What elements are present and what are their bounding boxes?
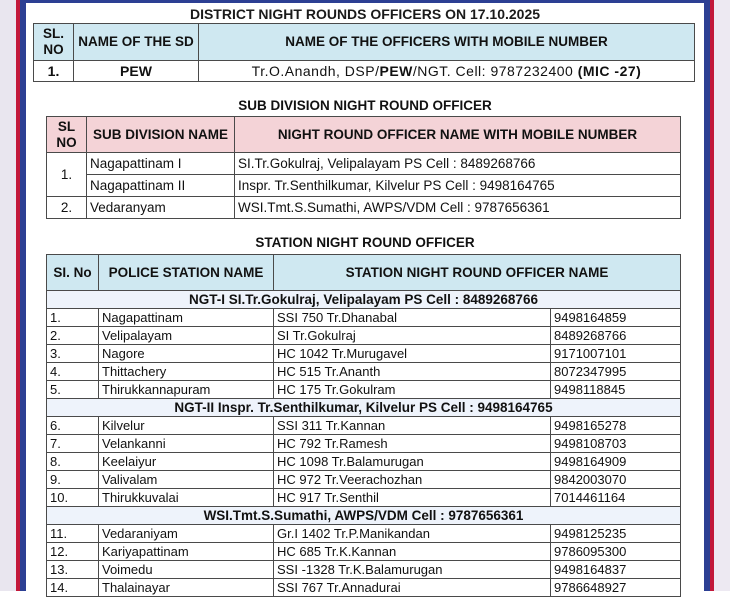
station-table	[46, 254, 681, 597]
officer-name: HC 175 Tr.Gokulram	[274, 381, 551, 399]
cell-number: 7014461164	[551, 489, 681, 507]
subdivision-table	[46, 116, 681, 219]
officer-name: HC 917 Tr.Senthil	[274, 489, 551, 507]
table-row	[47, 435, 681, 453]
cell-number: 9498108703	[551, 435, 681, 453]
table-row	[47, 363, 681, 381]
col-officers-header: NAME OF THE OFFICERS WITH MOBILE NUMBER	[199, 24, 695, 61]
officer-cell: SI.Tr.Gokulraj, Velipalayam PS Cell : 8489268766	[235, 153, 681, 175]
officer-name: HC 515 Tr.Ananth	[274, 363, 551, 381]
station-name: Thittachery	[99, 363, 274, 381]
sl-cell: 5.	[47, 381, 99, 399]
sl-cell: 7.	[47, 435, 99, 453]
table-row	[47, 197, 681, 219]
table-row	[47, 309, 681, 327]
table-row	[47, 417, 681, 435]
station-name: Valivalam	[99, 471, 274, 489]
page-border-left	[0, 0, 26, 591]
group-header-row	[47, 291, 681, 309]
sl-cell: 13.	[47, 561, 99, 579]
table-row	[47, 153, 681, 175]
officer-cell	[199, 61, 695, 82]
station-name: Velankanni	[99, 435, 274, 453]
col-sl-header: SL NO	[47, 117, 87, 153]
group-header-row	[47, 507, 681, 525]
group-header: NGT-II Inspr. Tr.Senthilkumar, Kilvelur PS Cell : 9498164765	[47, 399, 681, 417]
sl-cell: 1.	[47, 153, 87, 197]
col-officer-header: STATION NIGHT ROUND OFFICER NAME	[274, 255, 681, 291]
cell-number: 9842003070	[551, 471, 681, 489]
group-header: NGT-I SI.Tr.Gokulraj, Velipalayam PS Cell : 8489268766	[47, 291, 681, 309]
table-row	[47, 175, 681, 197]
officer-cell: Inspr. Tr.Senthilkumar, Kilvelur PS Cell : 9498164765	[235, 175, 681, 197]
mic-label: (MIC -27)	[577, 63, 642, 79]
officer-prefix: Tr.O.Anandh, DSP/	[251, 63, 380, 79]
station-name: Nagore	[99, 345, 274, 363]
table-row	[47, 471, 681, 489]
table-header-row	[47, 117, 681, 153]
officer-suffix: /NGT. Cell: 9787232400	[412, 63, 578, 79]
col-sd-header: NAME OF THE SD	[74, 24, 199, 61]
group-header: WSI.Tmt.S.Sumathi, AWPS/VDM Cell : 9787656361	[47, 507, 681, 525]
station-name: Kariyapattinam	[99, 543, 274, 561]
sl-cell: 2.	[47, 327, 99, 345]
group-header-row	[47, 399, 681, 417]
sl-cell: 4.	[47, 363, 99, 381]
cell-number: 8072347995	[551, 363, 681, 381]
officer-name: HC 1042 Tr.Murugavel	[274, 345, 551, 363]
sl-cell: 9.	[47, 471, 99, 489]
table-row	[47, 327, 681, 345]
officer-cell: WSI.Tmt.S.Sumathi, AWPS/VDM Cell : 9787656361	[235, 197, 681, 219]
station-name: Keelaiyur	[99, 453, 274, 471]
sl-cell: 1.	[34, 61, 74, 82]
station-title: STATION NIGHT ROUND OFFICER	[255, 235, 475, 250]
cell-number: 9498165278	[551, 417, 681, 435]
table-header-row	[47, 255, 681, 291]
table-row	[47, 525, 681, 543]
cell-number: 9171007101	[551, 345, 681, 363]
sl-cell: 11.	[47, 525, 99, 543]
subdivision-name: Nagapattinam II	[87, 175, 235, 197]
station-name: Voimedu	[99, 561, 274, 579]
station-name: Velipalayam	[99, 327, 274, 345]
sl-cell: 8.	[47, 453, 99, 471]
subdivision-title: SUB DIVISION NIGHT ROUND OFFICER	[238, 98, 492, 113]
table-header-row	[34, 24, 695, 61]
officer-name: HC 972 Tr.Veerachozhan	[274, 471, 551, 489]
cell-number: 9786095300	[551, 543, 681, 561]
col-officer-header: NIGHT ROUND OFFICER NAME WITH MOBILE NUMBER	[235, 117, 681, 153]
sl-cell: 12.	[47, 543, 99, 561]
cell-number: 9498164859	[551, 309, 681, 327]
table-row	[47, 489, 681, 507]
document-sheet	[26, 3, 704, 595]
officer-name: SSI -1328 Tr.K.Balamurugan	[274, 561, 551, 579]
sl-cell: 6.	[47, 417, 99, 435]
col-station-header: POLICE STATION NAME	[99, 255, 274, 291]
table-row	[34, 61, 695, 82]
station-name: Nagapattinam	[99, 309, 274, 327]
officer-name: SI Tr.Gokulraj	[274, 327, 551, 345]
station-name: Vedaraniyam	[99, 525, 274, 543]
table-row	[47, 381, 681, 399]
sl-cell: 2.	[47, 197, 87, 219]
cell-number: 9498125235	[551, 525, 681, 543]
col-sl-header: SI. No	[47, 255, 99, 291]
sd-cell: PEW	[74, 61, 199, 82]
officer-name: SSI 311 Tr.Kannan	[274, 417, 551, 435]
officer-name: SSI 767 Tr.Annadurai	[274, 579, 551, 597]
table-row	[47, 561, 681, 579]
cell-number: 9498118845	[551, 381, 681, 399]
station-name: Thalainayar	[99, 579, 274, 597]
district-title: DISTRICT NIGHT ROUNDS OFFICERS ON 17.10.2025	[189, 6, 541, 22]
officer-name: Gr.I 1402 Tr.P.Manikandan	[274, 525, 551, 543]
table-row	[47, 453, 681, 471]
page-border-right	[704, 0, 730, 591]
cell-number: 9498164837	[551, 561, 681, 579]
col-name-header: SUB DIVISION NAME	[87, 117, 235, 153]
subdivision-name: Vedaranyam	[87, 197, 235, 219]
cell-number: 8489268766	[551, 327, 681, 345]
officer-name: SSI 750 Tr.Dhanabal	[274, 309, 551, 327]
station-name: Thirukkuvalai	[99, 489, 274, 507]
sl-cell: 10.	[47, 489, 99, 507]
district-officers-table	[33, 23, 695, 82]
sl-cell: 1.	[47, 309, 99, 327]
officer-name: HC 685 Tr.K.Kannan	[274, 543, 551, 561]
table-row	[47, 543, 681, 561]
table-row	[47, 345, 681, 363]
station-name: Kilvelur	[99, 417, 274, 435]
sl-cell: 3.	[47, 345, 99, 363]
station-name: Thirukkannapuram	[99, 381, 274, 399]
officer-name: HC 1098 Tr.Balamurugan	[274, 453, 551, 471]
subdivision-name: Nagapattinam I	[87, 153, 235, 175]
col-sl-header: SL. NO	[34, 24, 74, 61]
cell-number: 9498164909	[551, 453, 681, 471]
cell-number: 9786648927	[551, 579, 681, 597]
sl-cell: 14.	[47, 579, 99, 597]
officer-sd-bold: PEW	[379, 63, 413, 79]
table-row	[47, 579, 681, 597]
officer-name: HC 792 Tr.Ramesh	[274, 435, 551, 453]
